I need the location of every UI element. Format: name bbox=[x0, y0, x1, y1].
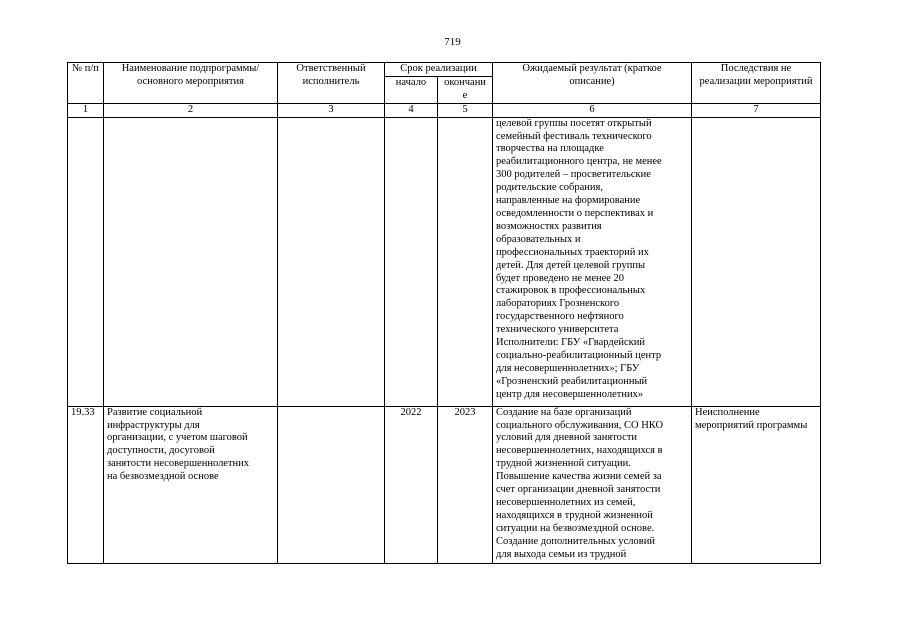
header-start: начало bbox=[385, 76, 438, 103]
header-executor: Ответственный исполнитель bbox=[278, 63, 385, 104]
header-consequences: Последствия не реализации мероприятий bbox=[692, 63, 821, 104]
row-number: 19.33 bbox=[68, 406, 104, 563]
page-number: 719 bbox=[444, 36, 461, 48]
row-consequences: Неисполнение мероприятий программы bbox=[692, 406, 821, 563]
col-number-4: 4 bbox=[385, 103, 438, 117]
row-end: 2023 bbox=[438, 406, 493, 563]
col-number-3: 3 bbox=[278, 103, 385, 117]
row-start: 2022 bbox=[385, 406, 438, 563]
row-number bbox=[68, 117, 104, 406]
plan-table bbox=[67, 62, 821, 564]
row-executor bbox=[278, 117, 385, 406]
row-result: целевой группы посетят открытый семейный фестиваль технического творчества на площадке реабилитационного центра, не менее 300 родителей – просветительские родительские собрания, направленные на формирование осведомленности о перспективах и возможностях развития образовательных и профессиональных траекторий их детей. Для детей целевой группы будет проведено не менее 20 стажировок в профессиональных лабораториях Грозненского государственного нефтяного технического университета Исполнители: ГБУ «Гвардейский социально-реабилитационный центр для несовершеннолетних»; ГБУ «Грозненский реабилитационный центр для несовершеннолетних» bbox=[493, 117, 692, 406]
table-row bbox=[68, 406, 821, 563]
row-name: Развитие социальной инфраструктуры для организации, с учетом шаговой доступности, досуговой занятости несовершеннолетних на безвозмездной основе bbox=[104, 406, 278, 563]
col-number-7: 7 bbox=[692, 103, 821, 117]
row-name bbox=[104, 117, 278, 406]
header-number: № п/п bbox=[68, 63, 104, 104]
row-start bbox=[385, 117, 438, 406]
table-row bbox=[68, 117, 821, 406]
col-number-2: 2 bbox=[104, 103, 278, 117]
col-number-1: 1 bbox=[68, 103, 104, 117]
col-number-6: 6 bbox=[493, 103, 692, 117]
header-end: окончани е bbox=[438, 76, 493, 103]
header-subprogram-name: Наименование подпрограммы/ основного мероприятия bbox=[104, 63, 278, 104]
row-consequences bbox=[692, 117, 821, 406]
header-implementation-period: Срок реализации bbox=[385, 63, 493, 77]
row-end bbox=[438, 117, 493, 406]
row-executor bbox=[278, 406, 385, 563]
col-number-5: 5 bbox=[438, 103, 493, 117]
row-result: Создание на базе организаций социального обслуживания, СО НКО условий для дневной занятости несовершеннолетних, находящихся в трудной жизненной ситуации. Повышение качества жизни семей за счет организации дневной занятости несовершеннолетних из семей, находящихся в трудной жизненной ситуации на безвозмездной основе. Создание дополнительных условий для выхода семьи из трудной bbox=[493, 406, 692, 563]
header-expected-result: Ожидаемый результат (краткое описание) bbox=[493, 63, 692, 104]
